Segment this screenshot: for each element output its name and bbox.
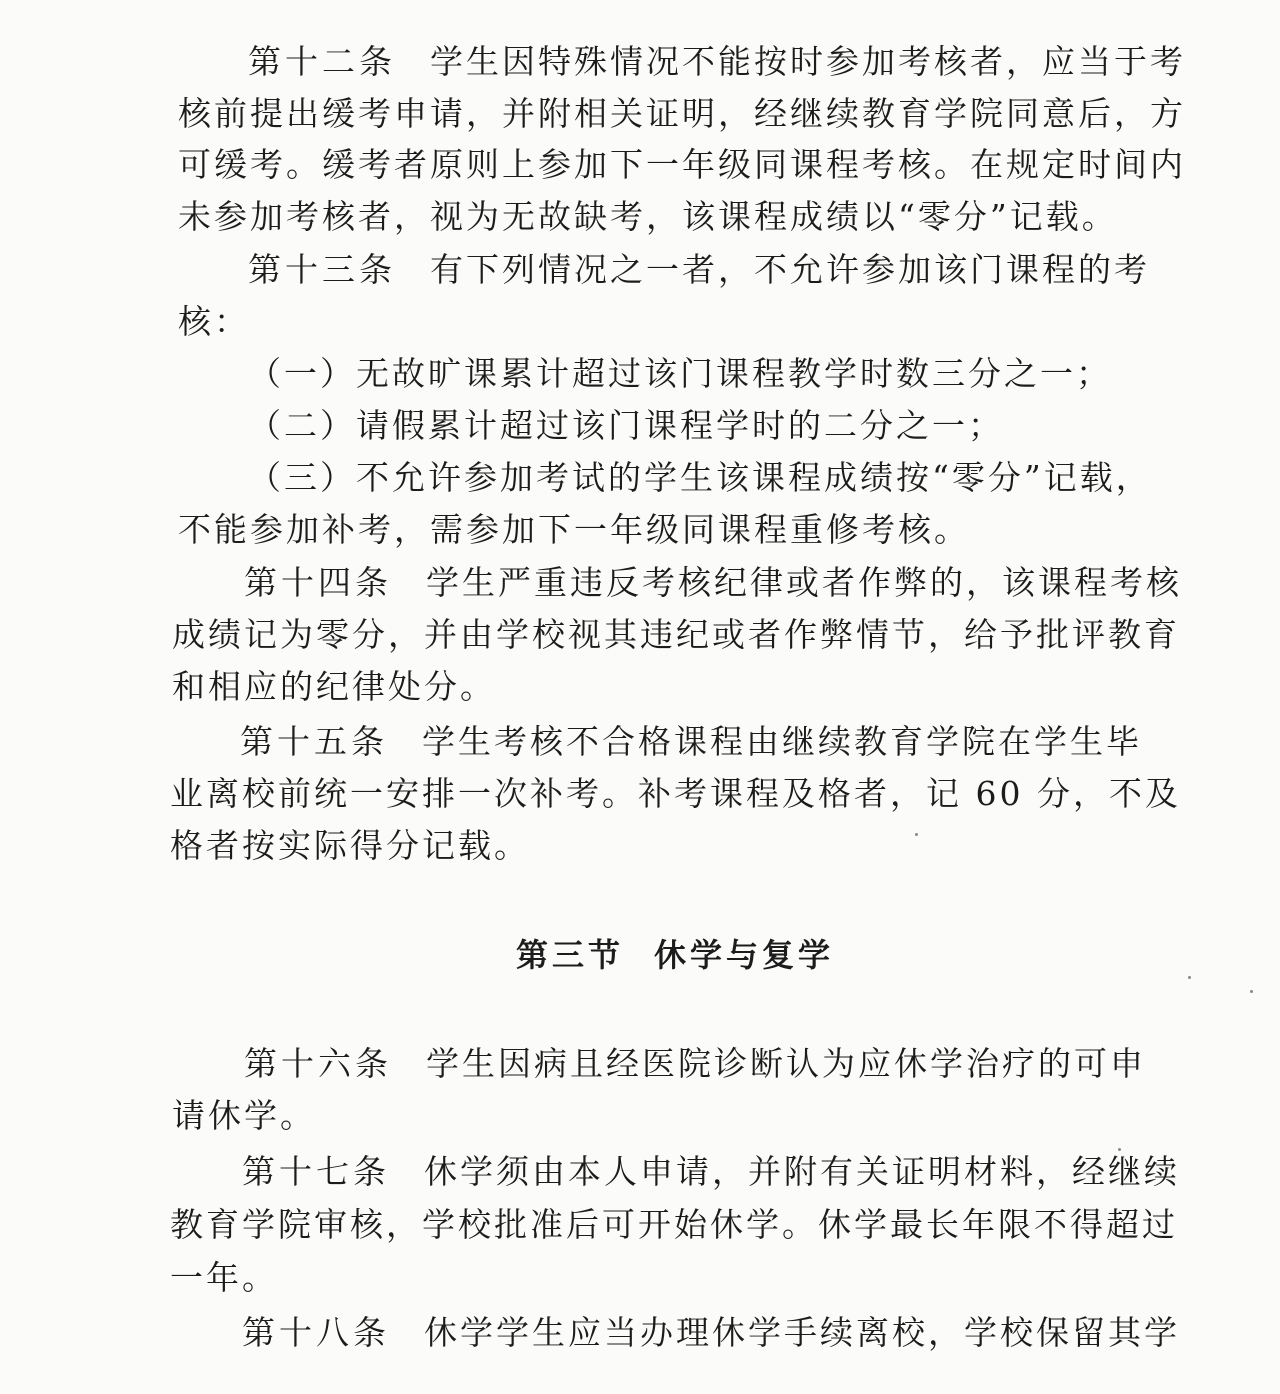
article-12-line-1 bbox=[248, 42, 1186, 82]
article-13-text-1: 有下列情况之一者，不允许参加该门课程的考 bbox=[430, 250, 1150, 289]
article-13-item-3 bbox=[248, 458, 1152, 498]
article-18-number: 第十八条 bbox=[242, 1313, 390, 1352]
article-14-line-3: 和相应的纪律处分。 bbox=[172, 667, 496, 706]
article-12-line-3: 可缓考。缓考者原则上参加下一年级同课程考核。在规定时间内 bbox=[178, 145, 1186, 184]
article-13-line-1 bbox=[248, 250, 1150, 290]
article-17-line-2: 教育学院审核，学校批准后可开始休学。休学最长年限不得超过 bbox=[170, 1205, 1178, 1244]
article-16-line-1 bbox=[244, 1044, 1146, 1084]
article-12-text-1: 学生因特殊情况不能按时参加考核者，应当于考 bbox=[430, 42, 1186, 81]
section-heading bbox=[516, 935, 834, 975]
article-12-number: 第十二条 bbox=[248, 42, 396, 81]
section-label: 第三节 bbox=[516, 936, 625, 974]
article-13-item-1-text: 无故旷课累计超过该门课程教学时数三分之一； bbox=[356, 354, 1112, 393]
article-17-text-1: 休学须由本人申请，并附有关证明材料，经继续 bbox=[424, 1152, 1180, 1191]
article-18-line-1 bbox=[242, 1313, 1180, 1353]
article-15-line-2: 业离校前统一安排一次补考。补考课程及格者，记 60 分，不及 bbox=[170, 774, 1181, 813]
scan-speck bbox=[1188, 976, 1191, 979]
article-13-item-3-number: （三） bbox=[248, 458, 356, 497]
article-17-line-3: 一年。 bbox=[170, 1258, 278, 1297]
article-13-item-2-number: （二） bbox=[248, 406, 356, 445]
article-13-item-3-text: 不允许参加考试的学生该课程成绩按“零分”记载， bbox=[356, 458, 1152, 497]
article-13-item-1-number: （一） bbox=[248, 354, 356, 393]
article-18-text-1: 休学学生应当办理休学手续离校，学校保留其学 bbox=[424, 1313, 1180, 1352]
article-13-item-1 bbox=[248, 354, 1112, 394]
article-17-line-1 bbox=[242, 1152, 1180, 1192]
article-14-line-2: 成绩记为零分，并由学校视其违纪或者作弊情节，给予批评教育 bbox=[172, 615, 1180, 654]
article-13-item-2 bbox=[248, 406, 1004, 446]
scan-speck bbox=[915, 833, 918, 836]
article-17-number: 第十七条 bbox=[242, 1152, 390, 1191]
article-15-text-1: 学生考核不合格课程由继续教育学院在学生毕 bbox=[422, 722, 1142, 761]
article-12-line-4: 未参加考核者，视为无故缺考，该课程成绩以“零分”记载。 bbox=[178, 197, 1118, 236]
article-13-item-3-continued: 不能参加补考，需参加下一年级同课程重修考核。 bbox=[178, 510, 970, 549]
article-12-line-2: 核前提出缓考申请，并附相关证明，经继续教育学院同意后，方 bbox=[178, 94, 1186, 133]
section-title: 休学与复学 bbox=[654, 936, 835, 974]
article-16-number: 第十六条 bbox=[244, 1044, 392, 1083]
scan-speck bbox=[1250, 990, 1253, 993]
article-14-text-1: 学生严重违反考核纪律或者作弊的，该课程考核 bbox=[426, 563, 1182, 602]
article-14-number: 第十四条 bbox=[244, 563, 392, 602]
article-15-line-1 bbox=[240, 722, 1142, 762]
article-15-number: 第十五条 bbox=[240, 722, 388, 761]
article-14-line-1 bbox=[244, 563, 1182, 603]
article-15-line-3: 格者按实际得分记载。 bbox=[170, 826, 530, 865]
article-16-line-2: 请休学。 bbox=[172, 1096, 316, 1135]
article-16-text-1: 学生因病且经医院诊断认为应休学治疗的可申 bbox=[426, 1044, 1146, 1083]
article-13-line-2: 核： bbox=[178, 302, 250, 341]
scan-speck bbox=[1118, 1148, 1121, 1151]
article-13-number: 第十三条 bbox=[248, 250, 396, 289]
article-13-item-2-text: 请假累计超过该门课程学时的二分之一； bbox=[356, 406, 1004, 445]
